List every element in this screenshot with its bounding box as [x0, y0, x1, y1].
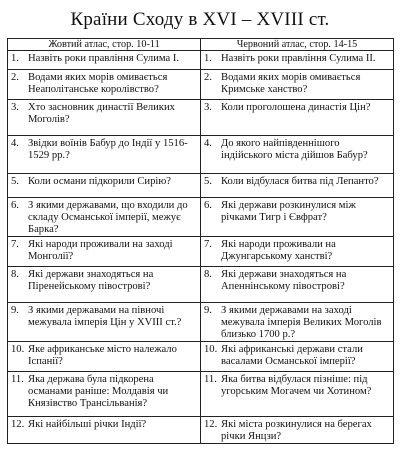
right-question-cell	[201, 198, 394, 237]
question-number: 1.	[11, 53, 19, 64]
question-number: 5.	[11, 176, 19, 187]
question-number: 5.	[204, 176, 212, 187]
left-question-cell	[8, 267, 201, 303]
page-title: Країни Сходу в XVI – XVIII ст.	[70, 9, 330, 30]
question-number: 12.	[11, 419, 25, 430]
left-column-header: Жовтий атлас, стор. 10-11	[8, 39, 201, 51]
right-question-cell	[201, 70, 394, 100]
question-number: 6.	[11, 200, 19, 211]
question-text: Коли відбулася битва під Лепанто?	[221, 176, 379, 187]
question-number: 4.	[204, 138, 212, 149]
left-question-cell	[8, 198, 201, 237]
question-text: Які держави розкинулися між річками Тигр і Євфрат?	[221, 200, 356, 223]
question-text: Назвіть роки правління Сулима II.	[221, 53, 376, 64]
question-number: 9.	[11, 305, 19, 316]
question-text: Яке африканське місто належало Іспанії?	[28, 344, 177, 367]
question-number: 7.	[11, 239, 19, 250]
table-row	[8, 417, 394, 444]
question-number: 9.	[204, 305, 212, 316]
table-row	[8, 267, 394, 303]
right-question-cell	[201, 100, 394, 136]
question-number: 3.	[204, 102, 212, 113]
question-number: 11.	[11, 374, 24, 385]
question-text: Назвіть роки правління Сулима I.	[28, 53, 180, 64]
right-question-cell	[201, 136, 394, 174]
question-text: З якими державами, що входили до складу Османської імперії, межує Барка?	[28, 200, 188, 235]
left-question-cell	[8, 372, 201, 417]
left-question-cell	[8, 51, 201, 70]
right-question-cell	[201, 237, 394, 267]
question-text: З якими державами на півночі межувала імперія Цін у XVIII ст.?	[28, 305, 182, 328]
question-text: Які народи проживали на Джунгарському ханстві?	[221, 239, 336, 262]
question-text: Коли проголошена династія Цін?	[221, 102, 371, 113]
question-number: 8.	[11, 269, 19, 280]
question-text: З якими державами на заході межувала імперія Великих Моголів близько 1700 р.?	[221, 305, 382, 340]
question-text: Які африканські держави стали васалами Османської імперії?	[221, 344, 363, 367]
table-row	[8, 136, 394, 174]
question-number: 2.	[11, 72, 19, 83]
left-question-cell	[8, 174, 201, 198]
right-question-cell	[201, 342, 394, 372]
left-question-cell	[8, 70, 201, 100]
left-question-cell	[8, 303, 201, 342]
table-row	[8, 237, 394, 267]
table-row	[8, 70, 394, 100]
table-row	[8, 100, 394, 136]
right-column-header: Червоний атлас, стор. 14-15	[201, 39, 394, 51]
question-text: Коли османи підкорили Сирію?	[28, 176, 171, 187]
question-text: Хто засновник династії Великих Моголів?	[28, 102, 175, 125]
question-text: Яка битва відбулася пізніше: під угорським Могачем чи Хотином?	[221, 374, 372, 397]
table-row	[8, 303, 394, 342]
question-text: Звідки воїнів Бабур до Індії у 1516-1529 рр.?	[28, 138, 188, 161]
table-row	[8, 342, 394, 372]
question-text: Які держави знаходяться на Апеннінському півострові?	[221, 269, 347, 292]
question-text: Які держави знаходяться на Піренейському півострові?	[28, 269, 154, 292]
right-question-cell	[201, 303, 394, 342]
table-row	[8, 198, 394, 237]
question-number: 2.	[204, 72, 212, 83]
left-question-cell	[8, 136, 201, 174]
table-header-row	[8, 39, 394, 51]
question-number: 8.	[204, 269, 212, 280]
question-number: 6.	[204, 200, 212, 211]
question-number: 10.	[204, 344, 218, 355]
question-text: Водами яких морів омивається Неаполітанське королівство?	[28, 72, 168, 95]
question-text: Які найбільші річки Індії?	[28, 419, 147, 430]
question-text: Які міста розкинулися на берегах річки Янцзи?	[221, 419, 372, 442]
left-question-cell	[8, 100, 201, 136]
question-number: 11.	[204, 374, 217, 385]
table-row	[8, 372, 394, 417]
left-question-cell	[8, 342, 201, 372]
left-question-cell	[8, 417, 201, 444]
question-text: Яка держава була підкорена османами раніше: Молдавія чи Князівство Трансільванія?	[28, 374, 169, 409]
question-number: 12.	[204, 419, 218, 430]
table-row	[8, 174, 394, 198]
right-question-cell	[201, 267, 394, 303]
question-text: Які народи проживали на заході Монголії?	[28, 239, 173, 262]
question-number: 3.	[11, 102, 19, 113]
question-number: 4.	[11, 138, 19, 149]
question-number: 7.	[204, 239, 212, 250]
right-question-cell	[201, 174, 394, 198]
question-number: 1.	[204, 53, 212, 64]
right-question-cell	[201, 51, 394, 70]
right-question-cell	[201, 372, 394, 417]
table-row	[8, 51, 394, 70]
right-question-cell	[201, 417, 394, 444]
left-question-cell	[8, 237, 201, 267]
questions-table	[7, 38, 394, 444]
question-text: До якого найпівденнішого індійського міста дійшов Бабур?	[221, 138, 368, 161]
question-number: 10.	[11, 344, 25, 355]
question-text: Водами яких морів омивається Кримське ханство?	[221, 72, 361, 95]
